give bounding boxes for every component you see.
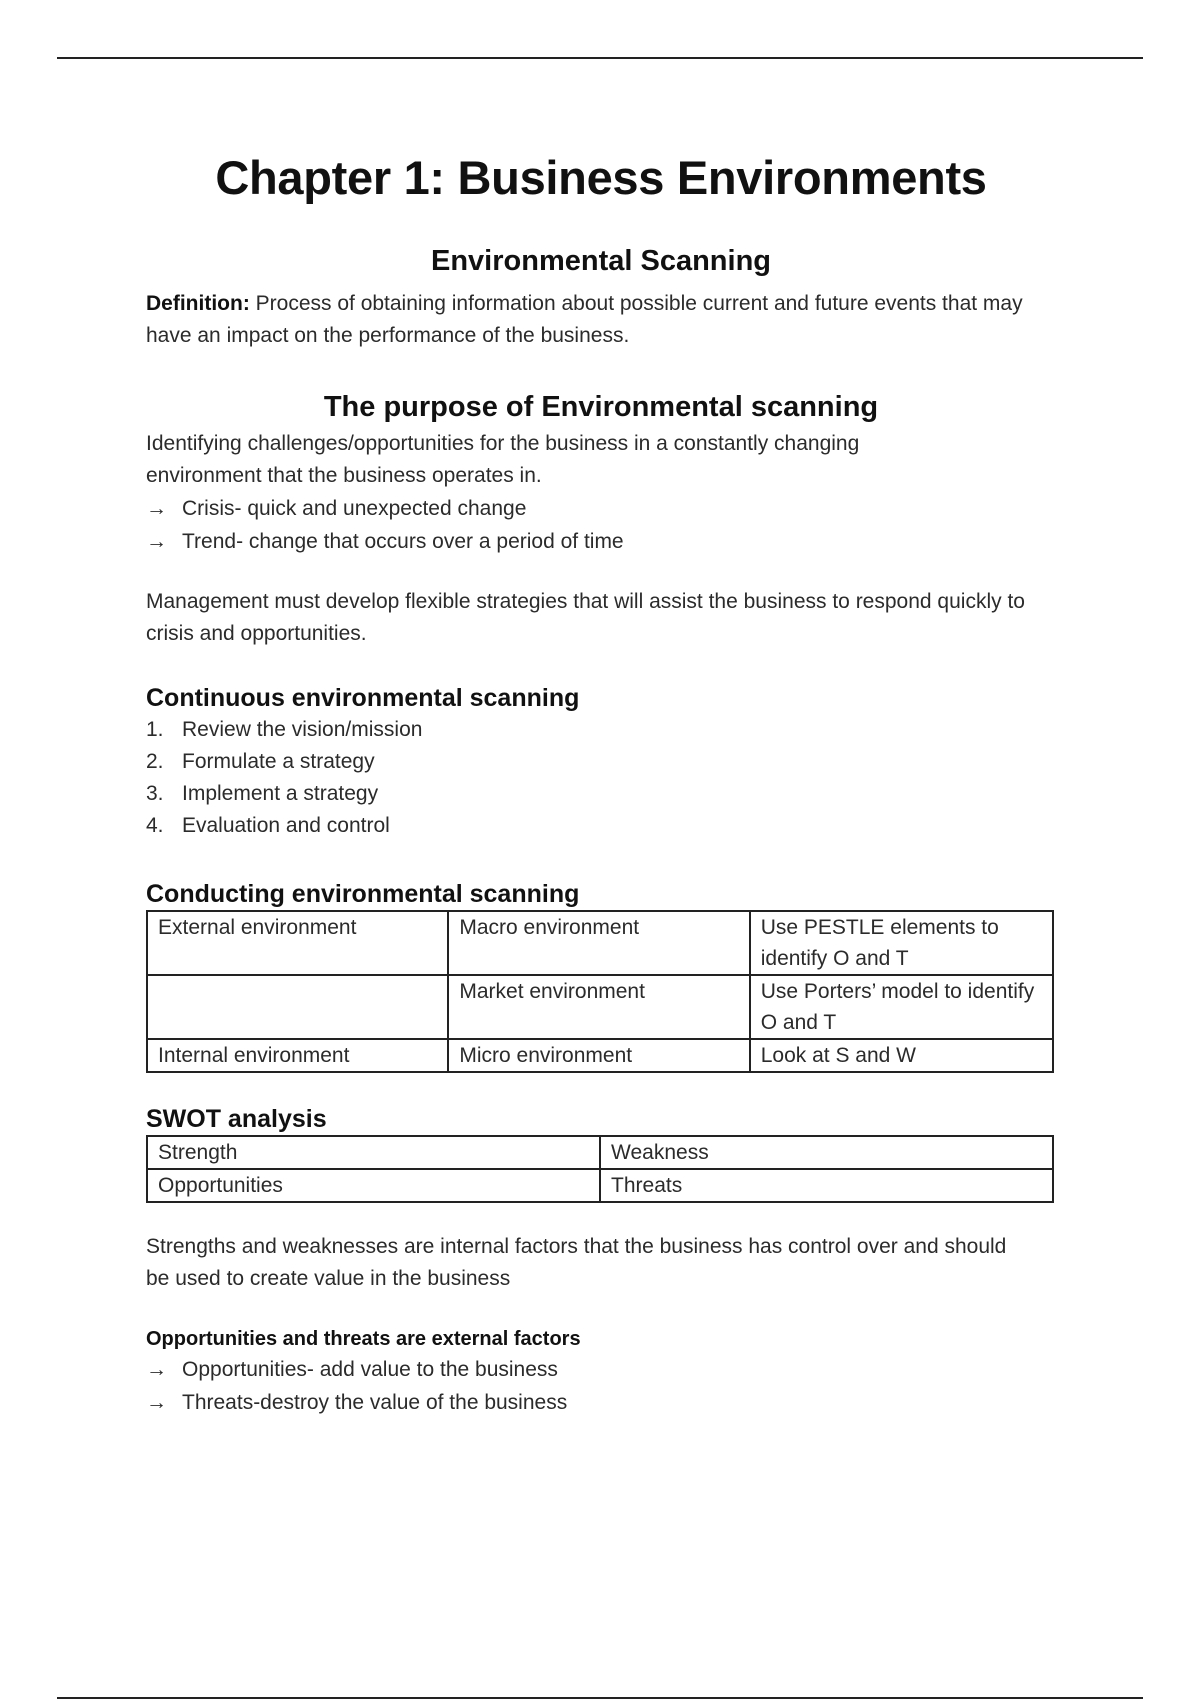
heading-environmental-scanning: Environmental Scanning	[431, 245, 771, 277]
table-cell: Threats	[600, 1169, 1053, 1202]
bottom-rule	[57, 1697, 1143, 1699]
table-cell: Internal environment	[147, 1039, 448, 1072]
list-item: 2. Formulate a strategy	[146, 750, 375, 773]
list-item: → Crisis- quick and unexpected change	[146, 492, 1056, 525]
scanning-table	[146, 910, 1054, 1073]
table-row	[147, 911, 1053, 975]
table-cell: Use Porters’ model to identify O and T	[750, 975, 1053, 1039]
purpose-intro: Identifying challenges/opportunities for the business in a constantly changing environment that the business operates in.	[146, 432, 860, 487]
table-cell: Use PESTLE elements to identify O and T	[750, 911, 1053, 975]
management-paragraph: Management must develop flexible strategies that will assist the business to respond quickly to crisis and opportunities.	[146, 590, 1025, 645]
list-item: → Opportunities- add value to the business	[146, 1353, 1056, 1386]
definition-label: Definition:	[146, 292, 250, 315]
swot-table	[146, 1135, 1054, 1203]
definition-paragraph	[146, 288, 1046, 352]
heading-swot: SWOT analysis	[146, 1105, 327, 1133]
table-cell	[147, 975, 448, 1039]
heading-purpose: The purpose of Environmental scanning	[323, 391, 879, 423]
table-row	[147, 975, 1053, 1039]
list-item: 1. Review the vision/mission	[146, 718, 423, 741]
heading-conducting: Conducting environmental scanning	[146, 880, 580, 908]
table-cell: Micro environment	[448, 1039, 749, 1072]
swot-note: Strengths and weaknesses are internal factors that the business has control over and should be used to create value in the business	[146, 1235, 1007, 1290]
list-item: 3. Implement a strategy	[146, 782, 379, 805]
top-rule	[57, 57, 1143, 59]
arrow-right-icon: →	[146, 530, 167, 553]
document-body	[146, 140, 1056, 1419]
list-item: → Trend- change that occurs over a period of time	[146, 525, 1056, 558]
table-cell: Strength	[147, 1136, 600, 1169]
heading-continuous: Continuous environmental scanning	[146, 684, 580, 712]
table-row	[147, 1039, 1053, 1072]
definition-text: Process of obtaining information about possible current and future events that may have an impact on the performance of the business.	[146, 292, 1023, 347]
table-cell: Look at S and W	[750, 1039, 1053, 1072]
page-title: Chapter 1: Business Environments	[215, 151, 987, 204]
heading-external-factors: Opportunities and threats are external factors	[146, 1328, 581, 1350]
list-item: 4. Evaluation and control	[146, 814, 390, 837]
arrow-right-icon: →	[146, 1358, 167, 1381]
table-row	[147, 1169, 1053, 1202]
table-cell: Opportunities	[147, 1169, 600, 1202]
arrow-right-icon: →	[146, 1391, 167, 1414]
table-cell: Market environment	[448, 975, 749, 1039]
list-item: → Threats-destroy the value of the business	[146, 1386, 1056, 1419]
table-cell: Weakness	[600, 1136, 1053, 1169]
table-cell: External environment	[147, 911, 448, 975]
arrow-right-icon: →	[146, 497, 167, 520]
table-row	[147, 1136, 1053, 1169]
table-cell: Macro environment	[448, 911, 749, 975]
